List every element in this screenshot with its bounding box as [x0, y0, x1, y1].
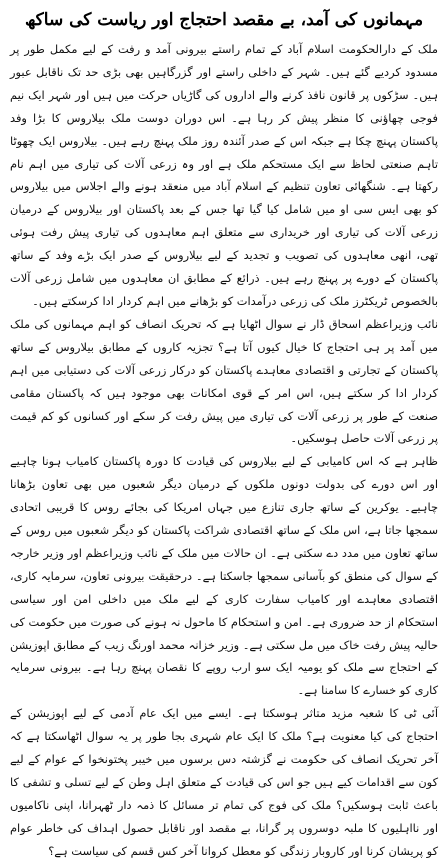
article-body	[10, 38, 438, 863]
article-paragraph-2: نائب وزیراعظم اسحاق ڈار نے سوال اٹھایا ہے کہ تحریک انصاف کو اہم مہمانوں کی ملک میں آمد پر ہی احتجاج کا خیال کیوں آتا ہے؟ تجزیہ کاروں کے مطابق بیلاروس کے ساتھ پاکستان کے تجارتی و اقتصادی معاہدے پاکستان کو درکار زرعی آلات کی دستیابی میں اہم کردار ادا کر سکتے ہیں، اس امر کے قوی امکانات بھی موجود ہیں کہ پاکستان مقامی صنعت کے طور پر زرعی آلات کی تیاری میں پیش رفت کر سکے اور کسانوں کو کم قیمت پر زرعی آلات حاصل ہوسکیں۔	[10, 316, 438, 446]
article-paragraph-4: آئی ٹی کا شعبہ مزید متاثر ہوسکتا ہے۔ ایسے میں ایک عام آدمی کے لیے اپوزیشن کے احتجاج کی کیا معنویت ہے؟ ملک کا ایک عام شہری بجا طور پر یہ سوال اٹھاسکتا ہے کہ آخر تحریک انصاف کی حکومت نے گزشتہ دس برسوں میں خیبر پختونخوا کے عوام کے لیے کون سے اقدامات کیے ہیں جو اس کی قیادت کے متعلق اہل وطن کے لیے تسلی و تشفی کا باعث ثابت ہوسکیں؟ ملک کی فوج کی تمام تر مسائل کا ذمہ دار ٹھہرانا، اپنی ناکامیوں اور نااہلیوں کا ملبہ دوسروں پر گرانا، بے مقصد اور ناقابل حصول اہداف کی خاطر عوام کو پریشان کرنا اور کاروبار زندگی کو معطل کروانا آخر کس قسم کی سیاست ہے؟	[10, 706, 438, 858]
article-headline: مہمانوں کی آمد، بے مقصد احتجاج اور ریاست کی ساکھ	[24, 10, 424, 30]
article-paragraph-3: ظاہر ہے کہ اس کامیابی کے لیے بیلاروس کی قیادت کا دورہ پاکستان کامیاب ہونا چاہیے اور اس دورے کی بدولت دونوں ملکوں کے درمیان دیگر شعبوں میں بھی تعاون بڑھانا چاہیے۔ یوکرین کے ساتھ جاری تنازع میں جہاں امریکا کی بجائے روس کا قریبی اتحادی سمجھا جاتا ہے، اس ملک کے ساتھ اقتصادی شراکت پاکستان کو دیگر شعبوں میں روس کے ساتھ تعاون میں مدد دے سکتی ہے۔ ان حالات میں ملک کے نائب وزیراعظم اور وزیر خارجہ کے سوال کی منطق کو بآسانی سمجھا جاسکتا ہے۔ درحقیقت بیرونی تعاون، سرمایہ کاری، اقتصادی معاہدے اور کامیاب سفارت کاری کے لیے ملک میں داخلی امن اور سیاسی استحکام از حد ضروری ہے۔ امن و استحکام کا ماحول نہ ہونے کی صورت میں حکومت کی حالیہ پیش رفت خاک میں مل سکتی ہے۔ وزیر خزانہ محمد اورنگ زیب کے مطابق اپوزیشن کے احتجاج سے ملک کو یومیہ ایک سو ارب روپے کا نقصان پہنچ رہا ہے۔ بیرونی سرمایہ کاری کو خسارے کا سامنا ہے۔	[10, 454, 438, 698]
article-paragraph-1: ملک کے دارالحکومت اسلام آباد کے تمام راستے بیرونی آمد و رفت کے لیے مکمل طور پر مسدود کردیے گئے ہیں۔ شہر کے داخلی راستے اور گزرگاہیں بھی بڑی حد تک ناقابل عبور ہیں۔ سڑکوں پر قانون نافذ کرنے والے اداروں کی گاڑیاں حرکت میں ہیں اور شہر ایک نیم فوجی چھاؤنی کا منظر پیش کر رہا ہے۔ اس دوران دوست ملک بیلاروس کا بڑا وفد پاکستان پہنچ چکا ہے جبکہ اس کے صدر آئندہ روز ملک پہنچ رہے ہیں۔ بیلاروس ایک چھوٹا تاہم صنعتی لحاظ سے ایک مستحکم ملک ہے اور وہ زرعی آلات کی تیاری میں اہم نام رکھتا ہے۔ شنگھائی تعاون تنظیم کے اسلام آباد میں منعقد ہونے والے اجلاس میں بیلاروس کو بھی ایس سی او میں شامل کیا گیا تھا جس کے بعد پاکستان اور بیلاروس کے درمیان زرعی آلات کی تیاری اور خریداری سے متعلق اہم معاہدوں کی تیاری پیش رفت ہوئی تھی، انھی معاہدوں کی تصویب و تجدید کے لیے بیلاروس کے صدر ایک بڑے وفد کے ساتھ پاکستان کے دورے پر پہنچ رہے ہیں۔ ذرائع کے مطابق ان معاہدوں میں شامل زرعی آلات بالخصوص ٹریکٹرز ملک کی زرعی درآمدات کو بڑھانے میں اہم کردار ادا کرسکتے ہیں۔	[10, 42, 438, 308]
